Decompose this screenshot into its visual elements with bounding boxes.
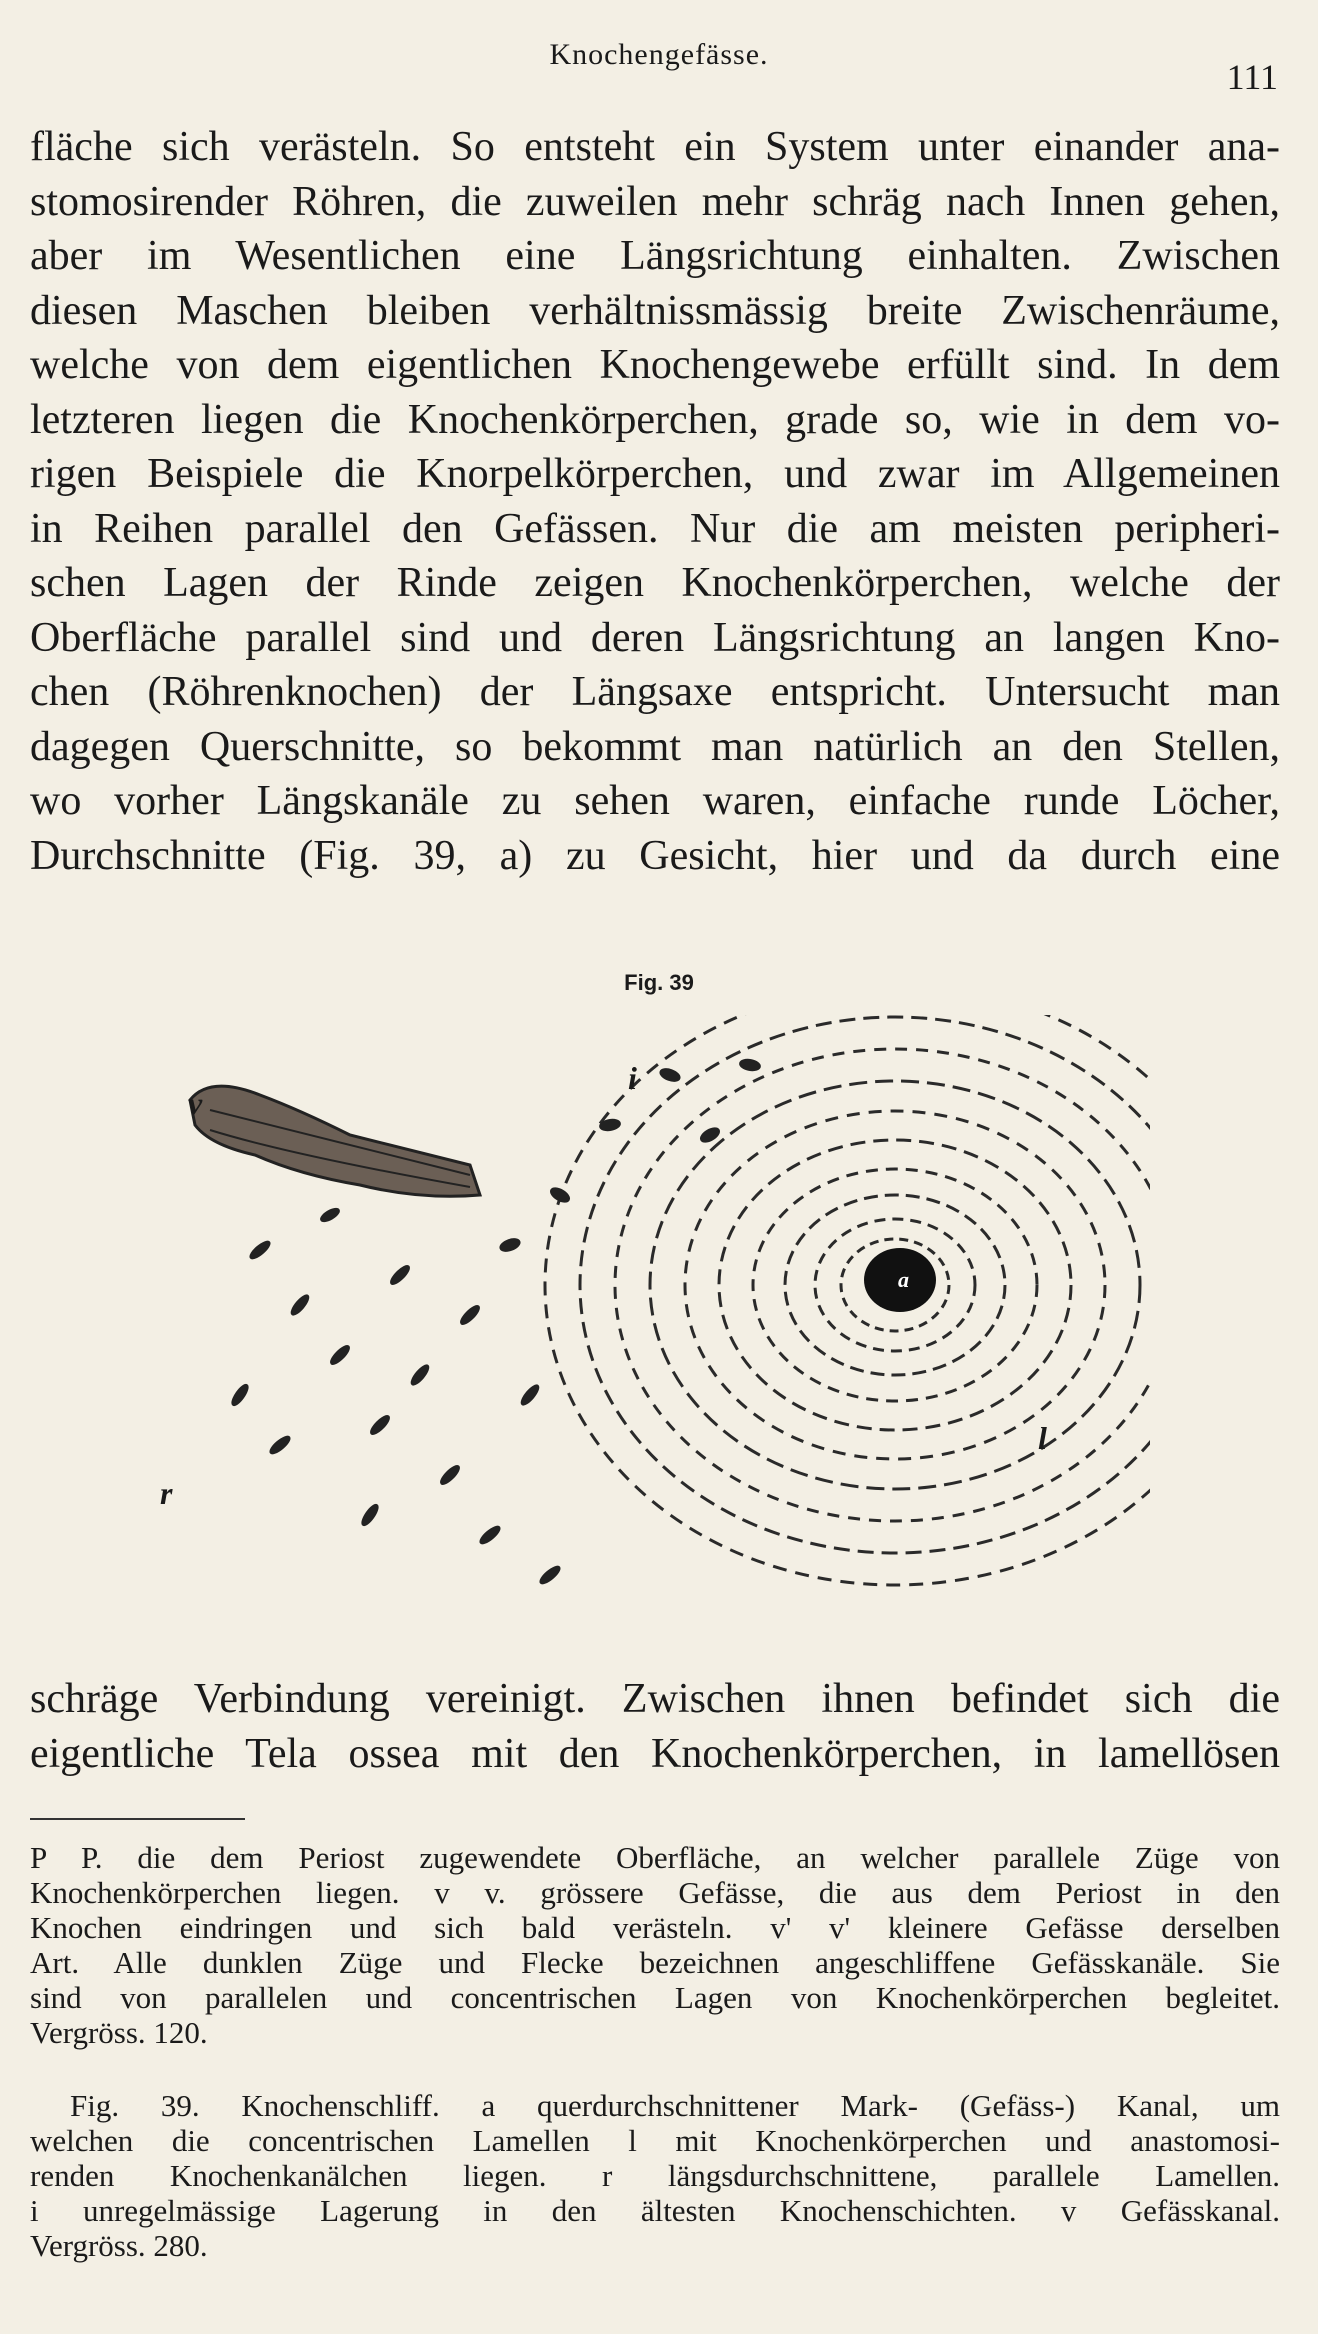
footnote-fig-38 [30,1840,1280,2050]
concentric-lamellae [545,1015,1150,1585]
text-line: wo vorher Längskanäle zu sehen waren, einfache runde Löcher, [30,778,1280,824]
bone-section-illustration [150,1015,1150,1625]
footnote-divider [30,1818,245,1820]
text-line: diesen Maschen bleiben verhältnissmässig breite Zwischenräume, [30,287,1280,334]
text-line: schen Lagen der Rinde zeigen Knochenkörperchen, welche der [30,560,1280,606]
text-line: eigentliche Tela ossea mit den Knochenkörperchen, in lamellösen [30,1730,1280,1777]
text-line: in Reihen parallel den Gefässen. Nur die am meisten peripheri- [30,505,1280,552]
footnote-line: Vergröss. 280. [30,2228,208,2263]
text-line: rigen Beispiele die Knorpelkörperchen, und zwar im Allgemeinen [30,451,1280,497]
footnote-line: Art. Alle dunklen Züge und Flecke bezeichnen angeschliffene Gefässkanäle. Sie [30,1945,1280,1980]
text-line: Oberfläche parallel sind und deren Längsrichtung an langen Kno- [30,614,1280,661]
footnote-line: welchen die concentrischen Lamellen l mit Knochenkörperchen und anastomosi- [30,2123,1280,2158]
text-line: dagegen Querschnitte, so bekommt man natürlich an den Stellen, [30,723,1280,770]
figure-letter-v: v [188,1085,203,1121]
figure-label: Fig. 39 [624,970,694,995]
footnote-line: renden Knochenkanälchen liegen. r längsdurchschnittene, parallele Lamellen. [30,2158,1280,2193]
bone-section-drawing [150,1015,1150,1625]
text-line: welche von dem eigentlichen Knochengewebe erfüllt sind. In dem [30,342,1280,388]
footnote-line: P P. die dem Periost zugewendete Oberfläche, an welcher parallele Züge von [30,1840,1280,1875]
text-line: Durchschnitte (Fig. 39, a) zu Gesicht, hier und da durch eine [30,832,1280,879]
footnote-line: Knochen eindringen und sich bald verästeln. v' v' kleinere Gefässe derselben [30,1910,1280,1945]
footnote-line: i unregelmässige Lagerung in den ältesten Knochenschichten. v Gefässkanal. [30,2193,1280,2228]
body-text-top [30,120,1280,883]
figure-letter-r: r [160,1475,173,1511]
footnote-line: Knochenkörperchen liegen. v v. grössere Gefässe, die aus dem Periost in den [30,1875,1280,1910]
figure-letter-i: i [628,1060,637,1096]
footnote-fig-39 [30,2088,1280,2263]
footnote-line: Vergröss. 120. [30,2015,208,2050]
figure-letter-a: a [898,1267,909,1292]
running-head: Knochengefässe. [549,38,769,71]
text-line: aber im Wesentlichen eine Längsrichtung einhalten. Zwischen [30,233,1280,279]
footnote-line: sind von parallelen und concentrischen Lagen von Knochenkörperchen begleitet. [30,1980,1280,2015]
page-number: 111 [1226,57,1278,97]
text-line: schräge Verbindung vereinigt. Zwischen ihnen befindet sich die [30,1676,1280,1722]
vessel-canal [190,1086,480,1196]
body-text-bottom [30,1672,1280,1781]
figure-letter-l: l [1038,1420,1047,1456]
text-line: stomosirender Röhren, die zuweilen mehr schräg nach Innen gehen, [30,178,1280,225]
text-line: letzteren liegen die Knochenkörperchen, grade so, wie in dem vo- [30,396,1280,443]
text-line: chen (Röhrenknochen) der Längsaxe entspricht. Untersucht man [30,669,1280,715]
footnote-line: Fig. 39. Knochenschliff. a querdurchschnittener Mark- (Gefäss-) Kanal, um [70,2088,1280,2123]
text-line: fläche sich verästeln. So entsteht ein System unter einander ana- [30,124,1280,170]
